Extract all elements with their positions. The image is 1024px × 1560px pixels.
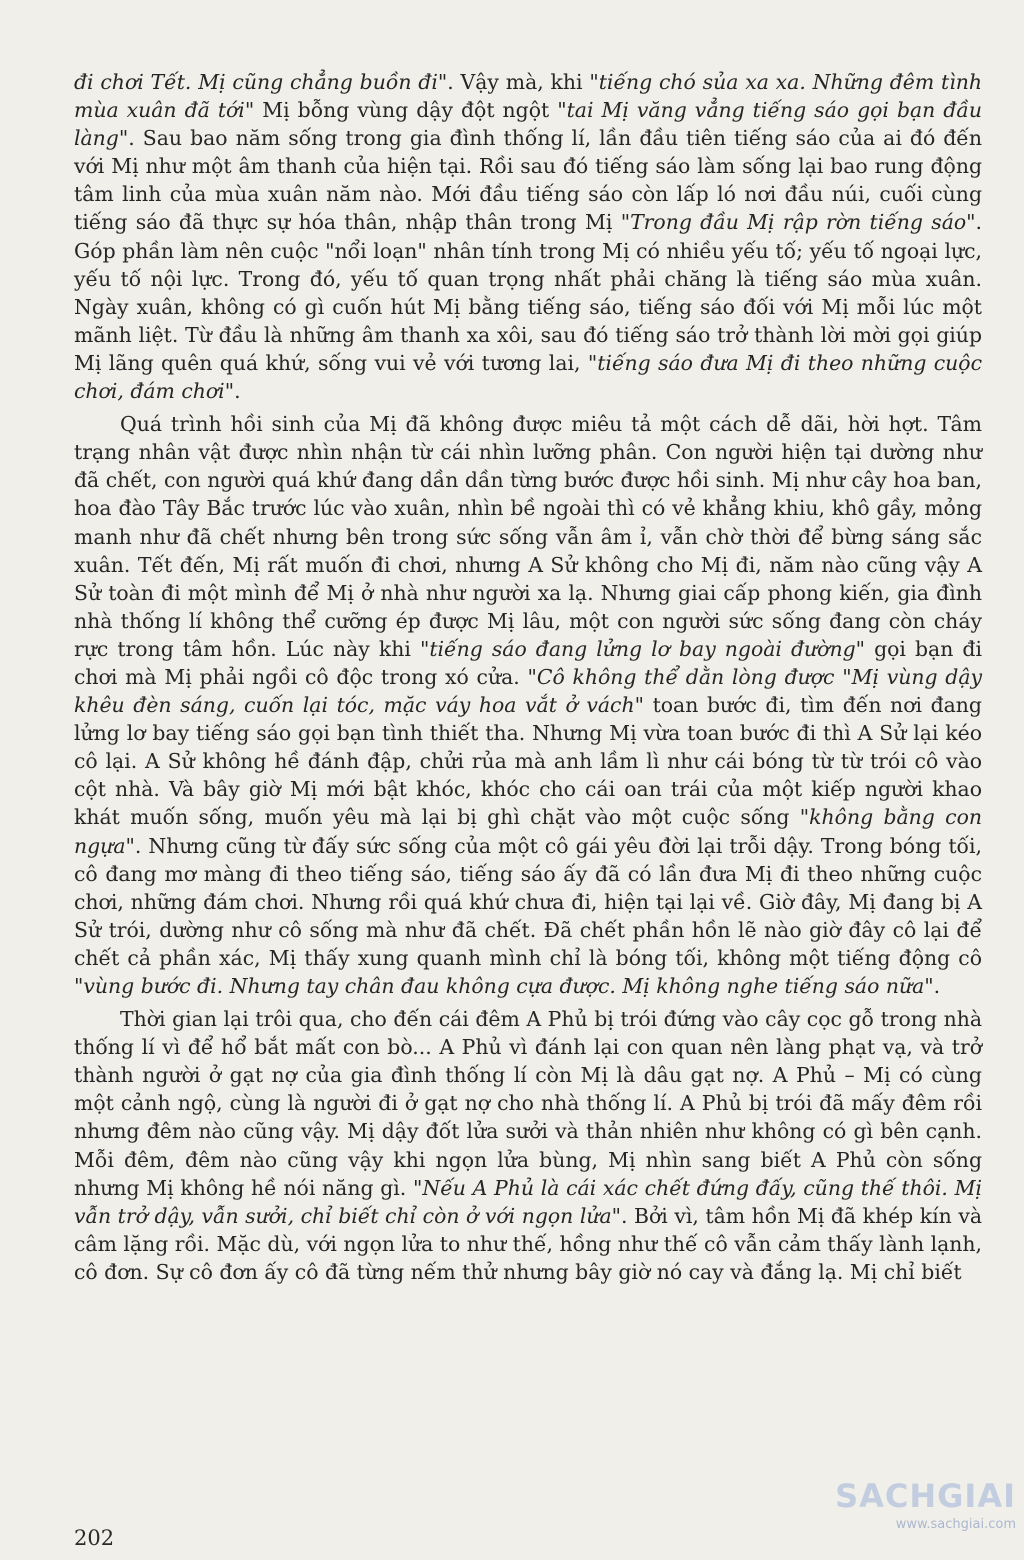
watermark-logo: SACHGIAI [835,1477,1016,1515]
body-text: gọi bạn đi chơi mà Mị phải ngồi cô độc trong xó cửa. [74,636,982,689]
quotation-text: "Trong đầu Mị rập rờn tiếng sáo" [620,210,976,235]
watermark-url: www.sachgiai.com [895,1517,1016,1532]
quotation-text: "vùng bước đi. Nhưng tay chân đau không cựa được. Mị không nghe tiếng sáo nữa" [74,974,934,998]
body-text: Thời gian lại trôi qua, cho đến cái đêm A Phủ bị trói đứng vào cây cọc gỗ trong nhà thống lí vì để hổ bắt mất con bò... A Phủ vì đánh lại con quan nên làng phạt vạ, và trở thành người ở gạt nợ của gia đình thống lí còn Mị là dâu gạt nợ. A Phủ – Mị có cùng một cảnh ngộ, cùng là người đi ở gạt nợ cho nhà thống lí. A Phủ bị trói đã mấy đêm rồi nhưng đêm nào cũng vậy. Mị dậy đốt lửa sưởi và thản nhiên như không có gì bên cạnh. Mỗi đêm, đêm nào cũng vậy khi ngọn lửa bùng, Mị nhìn sang biết A Phủ còn sống nhưng Mị không hề nói năng gì. [74,1007,982,1200]
quotation-text: "không bằng con ngựa" [74,805,982,858]
body-text: . Vậy mà, khi [447,70,590,94]
paragraph-1 [74,68,982,405]
body-text: Mị bỗng vùng dậy đột ngột [254,98,558,123]
watermark [816,1476,1016,1556]
page-number: 202 [74,1526,115,1550]
quotation-text: "tiếng sáo đưa Mị đi theo những cuộc chơi, đám chơi" [74,350,982,404]
body-text: . [234,379,241,404]
quotation-text: "Nếu A Phủ là cái xác chết đứng đấy, cũng thế thôi. Mị vẫn trở dậy, vẫn sưởi, chỉ biết chỉ còn ở với ngọn lửa" [74,1175,982,1228]
body-text: . Góp phần làm nên cuộc "nổi loạn" nhân tính trong Mị có nhiều yếu tố; yếu tố ngoại lực, yếu tố nội lực. Trong đó, yếu tố quan trọng nhất phải chăng là tiếng sáo mùa xuân. Ngày xuân, không có gì cuốn hút Mị bằng tiếng sáo, tiếng sáo đối với Mị mỗi lúc một mãnh liệt. Từ đầu là những âm thanh xa xôi, sau đó tiếng sáo trở thành lời mời gọi giúp Mị lãng quên quá khứ, sống vui vẻ với tương lai, [74,210,982,375]
quotation-text: đi chơi Tết. Mị cũng chẳng buồn đi" [74,70,448,94]
body-text: toan bước đi, tìm đến nơi đang lửng lơ bay tiếng sáo gọi bạn tình thiết tha. Nhưng Mị vừa toan bước đi thì A Sử lại kéo cô lại. A Sử không hề đánh đập, chửi rủa mà anh lầm lì như cái bóng từ từ trói cô vào cột nhà. Và bây giờ Mị mới bật khóc, khóc cho cái oan trái của một kiếp người khao khát muốn sống, muốn yêu mà lại bị ghì chặt vào một cuộc sống [74,693,982,830]
body-text: . [933,974,941,998]
paragraph-2 [74,410,982,1000]
quotation-text: "Cô không thể dằn lòng được "Mị vùng dậy khêu đèn sáng, cuốn lại tóc, mặc váy hoa vắt ở vách" [74,664,983,718]
body-text: . Sau bao năm sống trong gia đình thống lí, lần đầu tiên tiếng sáo của ai đó đến với Mị như một âm thanh của hiện tại. Rồi sau đó tiếng sáo làm sống lại bao rung động tâm linh của mùa xuân năm nào. Mới đầu tiếng sáo còn lấp ló nơi đầu núi, cuối cùng tiếng sáo đã thực sự hóa thân, nhập thân trong Mị [74,126,982,235]
body-text: . Bởi vì, tâm hồn Mị đã khép kín và câm lặng rồi. Mặc dù, với ngọn lửa to như thế, hồng như thế cô vẫn cảm thấy lành lạnh, cô đơn. Sự cô đơn ấy cô đã từng nếm thử nhưng bây giờ nó cay và đắng lạ. Mị chỉ biết [74,1203,982,1284]
quotation-text: "tiếng sáo đang lửng lơ bay ngoài đường" [419,636,866,661]
page-body [74,68,982,1291]
paragraph-3 [74,1005,982,1286]
quotation-text: "tiếng chó sủa xa xa. Những đêm tình mùa xuân đã tới" [74,70,982,123]
body-text: Quá trình hồi sinh của Mị đã không được miêu tả một cách dễ dãi, hời hợt. Tâm trạng nhân vật được nhìn nhận từ cái nhìn lưỡng phân. Con người hiện tại dường như đã chết, con người quá khứ đang dần dần từng bước được hồi sinh. Mị như cây hoa ban, hoa đào Tây Bắc trước lúc vào xuân, nhìn bề ngoài thì có vẻ khẳng khiu, khô gầy, mỏng manh như đã chết nhưng bên trong sức sống vẫn âm ỉ, vẫn chờ thời để bừng sáng sắc xuân. Tết đến, Mị rất muốn đi chơi, nhưng A Sử không cho Mị đi, năm nào cũng vậy A Sử toàn đi một mình để Mị ở nhà như người xa lạ. Nhưng giai cấp phong kiến, gia đình nhà thống lí không thể cưỡng ép được Mị lâu, một con người sức sống đang còn cháy rực trong tâm hồn. Lúc này khi [74,412,982,661]
body-text: . Nhưng cũng từ đấy sức sống của một cô gái yêu đời lại trỗi dậy. Trong bóng tối, cô đang mơ màng đi theo tiếng sáo, tiếng sáo ấy đã có lần đưa Mị đi theo những cuộc chơi, những đám chơi. Nhưng rồi quá khứ chưa đi, hiện tại lại về. Giờ đây, Mị đang bị A Sử trói, dường như cô sống mà như đã chết. Đã chết phần hồn lẽ nào giờ đây cô lại để chết cả phần xác, Mị thấy xung quanh mình chỉ là bóng tối, không một tiếng động cô [74,833,982,970]
quotation-text: "tai Mị văng vẳng tiếng sáo gọi bạn đầu làng" [74,98,982,151]
